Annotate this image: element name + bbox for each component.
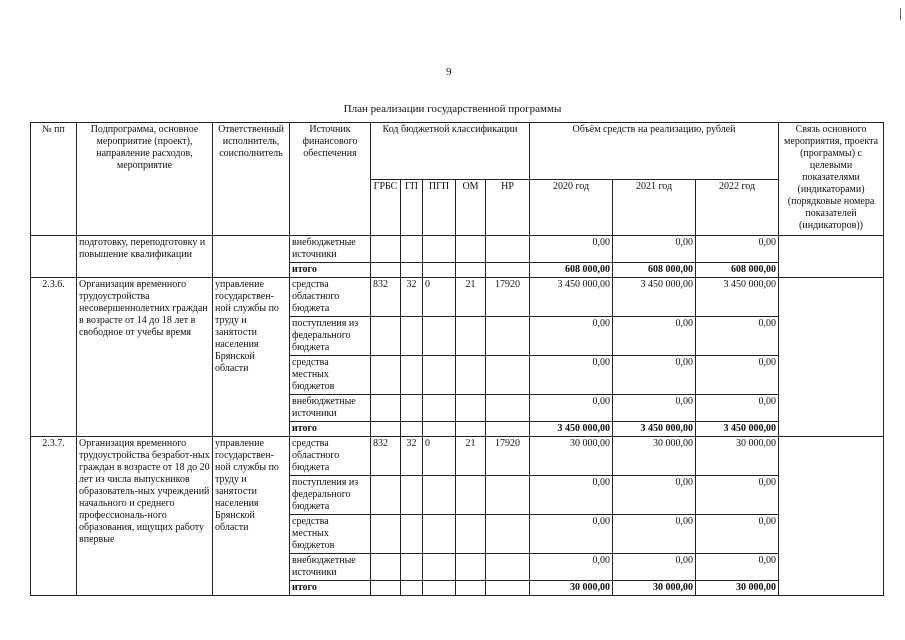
header-responsible: Ответственный исполнитель, соисполнитель [213,123,290,236]
cell-2020: 30 000,00 [530,581,613,596]
table-row [31,278,884,317]
cell-source: внебюджетные источники [290,554,371,581]
cell-2021: 30 000,00 [613,581,696,596]
cell-2021: 0,00 [613,515,696,554]
program-plan-table [30,122,884,596]
header-num: № пп [31,123,77,236]
cell-pgp: 0 [423,437,456,476]
header-program: Подпрограмма, основное мероприятие (проект), направление расходов, мероприятие [77,123,213,236]
header-om: ОМ [456,179,486,236]
cell-2020: 0,00 [530,515,613,554]
cell-2022: 30 000,00 [696,437,779,476]
cell-2022: 0,00 [696,395,779,422]
header-2022: 2022 год [696,179,779,236]
cell-om: 21 [456,278,486,317]
header-nr: НР [486,179,530,236]
cell-program: Организация временного трудоустройства безработ-ных граждан в возрасте от 18 до 20 лет из числа выпускников образователь-ных учреждений начального и среднего профессиональ-ного образования, ищущих работу впервые [77,437,213,596]
cell-program: Организация временного трудоустройства несовершеннолетних граждан в возрасте от 14 до 18 лет в свободное от учебы время [77,278,213,437]
cell-source: средства областного бюджета [290,278,371,317]
cell-source: средства областного бюджета [290,437,371,476]
cell-gp: 32 [401,437,423,476]
cell-program: подготовку, переподготовку и повышение квалификации [77,236,213,278]
header-pgp: ПГП [423,179,456,236]
header-source: Источник финансового обеспечения [290,123,371,236]
cell-source: итого [290,581,371,596]
page-edge-mark [900,8,901,20]
cell-2020: 0,00 [530,317,613,356]
header-volume: Объём средств на реализацию, рублей [530,123,779,180]
cell-source: средства местных бюджетов [290,356,371,395]
cell-2021: 0,00 [613,236,696,263]
cell-2020: 0,00 [530,476,613,515]
cell-2022: 0,00 [696,554,779,581]
cell-2020: 30 000,00 [530,437,613,476]
cell-2021: 30 000,00 [613,437,696,476]
cell-responsible [213,236,290,278]
cell-2022: 3 450 000,00 [696,278,779,317]
document-title: План реализации государственной программы [343,103,562,115]
cell-2020: 0,00 [530,554,613,581]
cell-2020: 3 450 000,00 [530,422,613,437]
cell-grbs: 832 [371,278,401,317]
header-budget-code: Код бюджетной классификации [371,123,530,180]
cell-num [31,236,77,278]
cell-link [779,236,884,278]
cell-2021: 0,00 [613,356,696,395]
cell-2020: 0,00 [530,236,613,263]
cell-source: внебюджетные источники [290,236,371,263]
cell-source: внебюджетные источники [290,395,371,422]
cell-source: итого [290,263,371,278]
header-2020: 2020 год [530,179,613,236]
page-number: 9 [446,66,452,78]
cell-2022: 0,00 [696,356,779,395]
header-row-1 [31,123,884,180]
cell-2021: 3 450 000,00 [613,422,696,437]
cell-num: 2.3.7. [31,437,77,596]
cell-2020: 0,00 [530,356,613,395]
cell-2022: 0,00 [696,317,779,356]
cell-2022: 3 450 000,00 [696,422,779,437]
cell-2022: 0,00 [696,476,779,515]
cell-2020: 3 450 000,00 [530,278,613,317]
cell-grbs: 832 [371,437,401,476]
table-row [31,236,884,263]
cell-source: средства местных бюджетов [290,515,371,554]
cell-2020: 0,00 [530,395,613,422]
cell-2021: 0,00 [613,476,696,515]
cell-source: поступления из федерального бюджета [290,317,371,356]
cell-responsible: управление государствен-ной службы по труду и занятости населения Брянской области [213,278,290,437]
cell-2022: 0,00 [696,515,779,554]
cell-2022: 30 000,00 [696,581,779,596]
cell-2021: 0,00 [613,395,696,422]
cell-num: 2.3.6. [31,278,77,437]
cell-responsible: управление государствен-ной службы по труду и занятости населения Брянской области [213,437,290,596]
cell-nr: 17920 [486,437,530,476]
header-2021: 2021 год [613,179,696,236]
cell-source: итого [290,422,371,437]
cell-link [779,437,884,596]
header-grbs: ГРБС [371,179,401,236]
cell-2021: 0,00 [613,317,696,356]
cell-2022: 0,00 [696,236,779,263]
header-gp: ГП [401,179,423,236]
cell-2021: 608 000,00 [613,263,696,278]
cell-gp: 32 [401,278,423,317]
cell-2021: 3 450 000,00 [613,278,696,317]
cell-2021: 0,00 [613,554,696,581]
cell-source: поступления из федерального бюджета [290,476,371,515]
table-row [31,437,884,476]
cell-om: 21 [456,437,486,476]
header-link: Связь основного мероприятия, проекта (программы) с целевыми показателями (индикаторами) (порядковые номера показателей (индикаторов)) [779,123,884,236]
cell-pgp: 0 [423,278,456,317]
cell-link [779,278,884,437]
cell-2020: 608 000,00 [530,263,613,278]
cell-2022: 608 000,00 [696,263,779,278]
cell-nr: 17920 [486,278,530,317]
